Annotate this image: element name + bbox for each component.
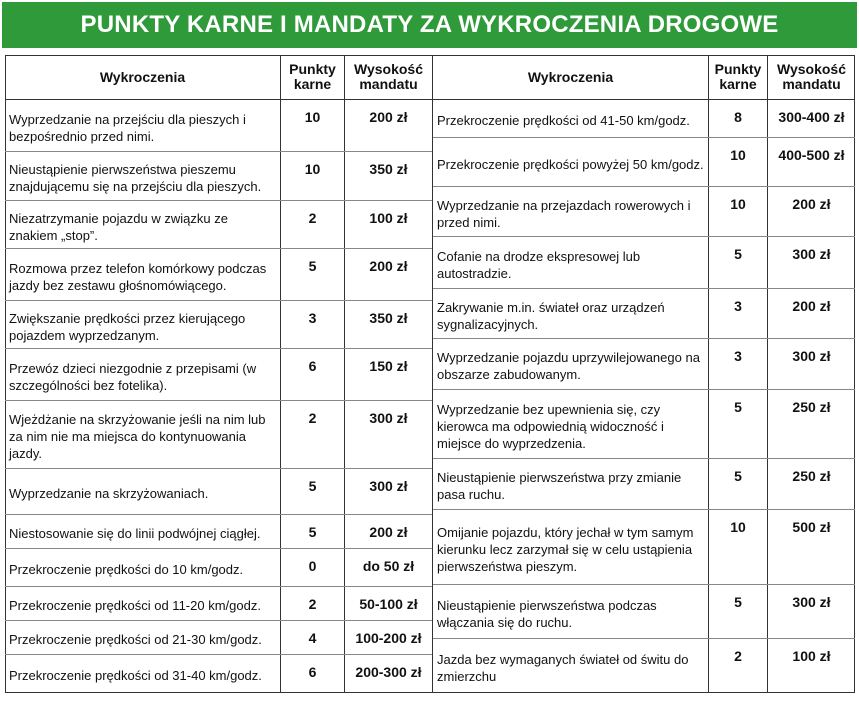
row-points: 5 bbox=[709, 585, 768, 638]
row-fine: do 50 zł bbox=[362, 558, 415, 574]
table-row bbox=[5, 349, 432, 401]
row-offense: Niezatrzymanie pojazdu w związku ze znakiem „stop”. bbox=[5, 201, 281, 248]
header-offense: Wykroczenia bbox=[5, 55, 281, 99]
row-fine: 300 zł bbox=[792, 348, 831, 364]
table-row bbox=[433, 138, 855, 187]
table-row bbox=[433, 639, 855, 692]
row-points: 3 bbox=[281, 301, 345, 348]
row-offense: Przekroczenie prędkości od 31-40 km/godz. bbox=[5, 655, 281, 692]
row-points: 6 bbox=[281, 655, 345, 692]
row-offense: Przekroczenie prędkości od 21-30 km/godz. bbox=[5, 621, 281, 654]
row-offense: Jazda bez wymaganych świateł od świtu do zmierzchu bbox=[433, 639, 709, 692]
row-offense: Wyprzedzanie pojazdu uprzywilejowanego na obszarze zabudowanym. bbox=[433, 339, 709, 389]
table-row bbox=[5, 401, 432, 469]
table-row bbox=[5, 249, 432, 301]
row-fine: 50-100 zł bbox=[359, 596, 418, 612]
table-row bbox=[5, 515, 432, 549]
header-points: Punkty karne bbox=[709, 55, 768, 99]
row-fine: 300 zł bbox=[369, 410, 408, 426]
table-row bbox=[433, 585, 855, 639]
table-row bbox=[433, 339, 855, 390]
table-row bbox=[5, 621, 432, 655]
row-points: 6 bbox=[281, 349, 345, 400]
row-points: 5 bbox=[281, 469, 345, 514]
row-fine: 200 zł bbox=[369, 258, 408, 274]
row-fine: 100-200 zł bbox=[355, 630, 422, 646]
row-fine: 200 zł bbox=[369, 524, 408, 540]
row-offense: Zakrywanie m.in. świateł oraz urządzeń sygnalizacyjnych. bbox=[433, 289, 709, 338]
row-points: 4 bbox=[281, 621, 345, 654]
row-points: 10 bbox=[709, 138, 768, 186]
row-offense: Wjeżdżanie na skrzyżowanie jeśli na nim lub za nim nie ma miejsca do kontynuowania jazdy. bbox=[5, 401, 281, 468]
row-points: 0 bbox=[281, 549, 345, 586]
table-row bbox=[433, 237, 855, 289]
row-offense: Przekroczenie prędkości od 41-50 km/godz. bbox=[433, 100, 709, 137]
row-points: 10 bbox=[709, 187, 768, 236]
row-offense: Przekroczenie prędkości do 10 km/godz. bbox=[5, 549, 281, 586]
row-points: 2 bbox=[709, 639, 768, 692]
row-points: 2 bbox=[281, 201, 345, 248]
row-points: 5 bbox=[281, 249, 345, 300]
row-fine: 250 zł bbox=[792, 468, 831, 484]
row-points: 10 bbox=[281, 100, 345, 151]
row-fine: 350 zł bbox=[369, 161, 408, 177]
row-offense: Przewóz dzieci niezgodnie z przepisami (w szczególności bez fotelika). bbox=[5, 349, 281, 400]
row-offense: Przekroczenie prędkości powyżej 50 km/godz. bbox=[433, 138, 709, 186]
right-table bbox=[432, 55, 855, 693]
row-offense: Wyprzedzanie bez upewnienia się, czy kierowca ma odpowiednią widoczność i miejsce do wyprzedzenia. bbox=[433, 390, 709, 458]
row-points: 10 bbox=[709, 510, 768, 584]
header-fine: Wysokość mandatu bbox=[777, 61, 846, 92]
table-row bbox=[433, 510, 855, 585]
row-fine: 250 zł bbox=[792, 399, 831, 415]
table-row bbox=[433, 289, 855, 339]
row-offense: Nieustąpienie pierwszeństwa podczas włączania się do ruchu. bbox=[433, 585, 709, 638]
row-points: 2 bbox=[281, 587, 345, 620]
row-points: 5 bbox=[281, 515, 345, 548]
row-offense: Rozmowa przez telefon komórkowy podczas jazdy bez zestawu głośnomówiącego. bbox=[5, 249, 281, 300]
left-table bbox=[5, 55, 432, 693]
row-fine: 300 zł bbox=[369, 478, 408, 494]
page-title: PUNKTY KARNE I MANDATY ZA WYKROCZENIA DROGOWE bbox=[2, 2, 857, 48]
table-row bbox=[433, 100, 855, 138]
row-offense: Nieustąpienie pierwszeństwa pieszemu znajdującemu się na przejściu dla pieszych. bbox=[5, 152, 281, 200]
row-fine: 150 zł bbox=[369, 358, 408, 374]
row-points: 2 bbox=[281, 401, 345, 468]
row-fine: 200 zł bbox=[792, 298, 831, 314]
row-offense: Wyprzedzanie na skrzyżowaniach. bbox=[5, 469, 281, 514]
left-table-header bbox=[5, 55, 432, 100]
row-fine: 100 zł bbox=[792, 648, 831, 664]
row-points: 5 bbox=[709, 459, 768, 509]
table-row bbox=[5, 152, 432, 201]
row-fine: 300 zł bbox=[792, 246, 831, 262]
row-offense: Przekroczenie prędkości od 11-20 km/godz. bbox=[5, 587, 281, 620]
table-row bbox=[5, 655, 432, 692]
header-offense: Wykroczenia bbox=[433, 55, 709, 99]
header-fine: Wysokość mandatu bbox=[354, 61, 423, 92]
table-row bbox=[433, 390, 855, 459]
row-points: 5 bbox=[709, 390, 768, 458]
row-fine: 200 zł bbox=[369, 109, 408, 125]
row-fine: 300 zł bbox=[792, 594, 831, 610]
table-row bbox=[5, 201, 432, 249]
row-points: 3 bbox=[709, 339, 768, 389]
row-offense: Omijanie pojazdu, który jechał w tym samym kierunku lecz zarzymał się w celu ustąpienia pierwszeństwa pieszym. bbox=[433, 510, 709, 584]
row-fine: 350 zł bbox=[369, 310, 408, 326]
table-row bbox=[5, 587, 432, 621]
table-row bbox=[433, 187, 855, 237]
row-points: 8 bbox=[709, 100, 768, 137]
row-points: 10 bbox=[281, 152, 345, 200]
table-row bbox=[433, 459, 855, 510]
row-fine: 200-300 zł bbox=[355, 664, 422, 680]
row-points: 3 bbox=[709, 289, 768, 338]
header-points: Punkty karne bbox=[281, 55, 345, 99]
row-offense: Wyprzedzanie na przejściu dla pieszych i bezpośrednio przed nimi. bbox=[5, 100, 281, 151]
table-row bbox=[5, 469, 432, 515]
row-offense: Nieustąpienie pierwszeństwa przy zmianie pasa ruchu. bbox=[433, 459, 709, 509]
table-row bbox=[5, 301, 432, 349]
row-offense: Cofanie na drodze ekspresowej lub autostradzie. bbox=[433, 237, 709, 288]
row-fine: 300-400 zł bbox=[778, 109, 845, 125]
row-points: 5 bbox=[709, 237, 768, 288]
right-table-header bbox=[433, 55, 855, 100]
row-offense: Wyprzedzanie na przejazdach rowerowych i przed nimi. bbox=[433, 187, 709, 236]
row-fine: 400-500 zł bbox=[778, 147, 845, 163]
row-fine: 500 zł bbox=[792, 519, 831, 535]
row-fine: 100 zł bbox=[369, 210, 408, 226]
row-offense: Niestosowanie się do linii podwójnej ciągłej. bbox=[5, 515, 281, 548]
table-row bbox=[5, 549, 432, 587]
row-offense: Zwiększanie prędkości przez kierującego pojazdem wyprzedzanym. bbox=[5, 301, 281, 348]
row-fine: 200 zł bbox=[792, 196, 831, 212]
table-row bbox=[5, 100, 432, 152]
